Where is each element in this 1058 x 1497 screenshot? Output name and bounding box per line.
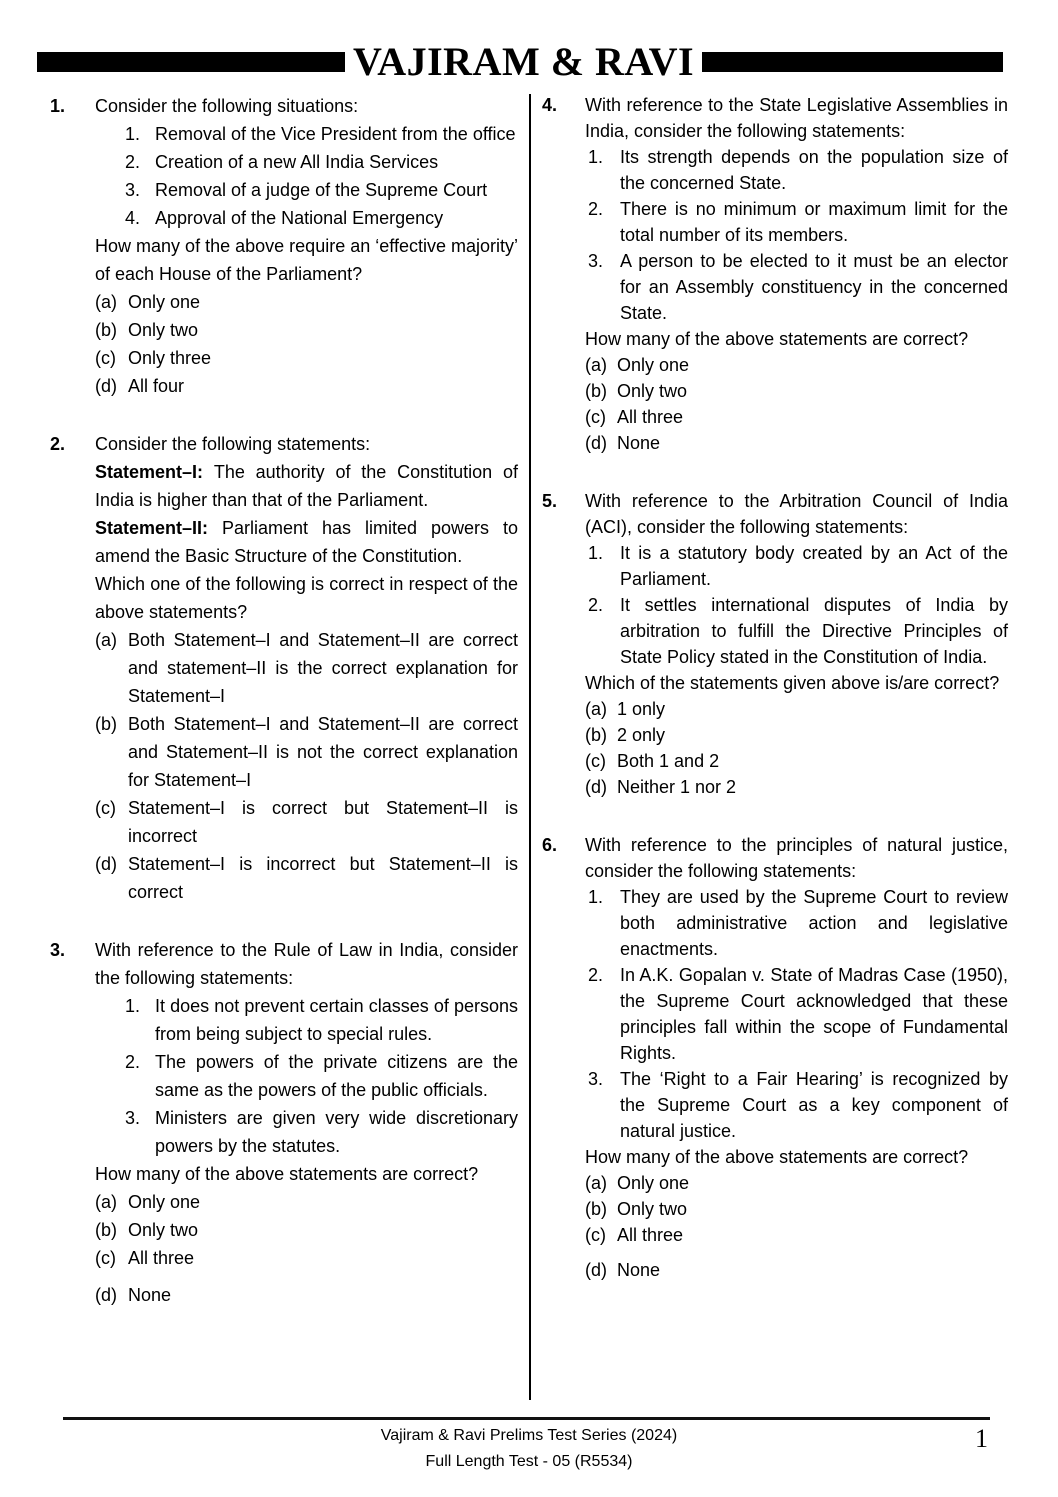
option-text: None — [617, 433, 661, 453]
footer-series-line: Vajiram & Ravi Prelims Test Series (2024) — [380, 1427, 678, 1444]
item-number: 3. — [588, 1069, 604, 1089]
item-number: 2. — [588, 595, 604, 615]
item-number: 1. — [588, 887, 604, 907]
statement-item — [588, 592, 1008, 670]
question-paragraph: With reference to the Rule of Law in India, consider the following statements: — [95, 940, 518, 988]
option-label: (a) — [585, 1173, 607, 1193]
option-row — [585, 774, 1008, 800]
item-number: 2. — [125, 1052, 141, 1072]
question-paragraph — [95, 514, 518, 570]
question-body — [95, 936, 518, 1309]
statement-text: The authority of the Constitution of India is higher than that of the Parliament. — [95, 462, 518, 510]
column-right — [542, 92, 1008, 1315]
option-row — [585, 404, 1008, 430]
option-text: Only two — [617, 1199, 688, 1219]
footer-test-line: Full Length Test - 05 (R5534) — [425, 1453, 633, 1470]
option-text: Only one — [128, 1192, 201, 1212]
question-paragraph — [95, 458, 518, 514]
option-text: Only one — [617, 355, 690, 375]
option-text: None — [128, 1285, 172, 1305]
statement-text: Parliament has limited powers to amend the Basic Structure of the Constitution. — [95, 518, 518, 566]
statement-item — [588, 884, 1008, 962]
option-row — [585, 696, 1008, 722]
item-text: A person to be elected to it must be an elector for an Assembly constituency in the concerned State. — [620, 251, 1008, 323]
question-number: 3. — [50, 940, 66, 960]
option-row — [95, 316, 518, 344]
statement-item — [588, 144, 1008, 196]
question-number: 1. — [50, 96, 66, 116]
question-paragraph: Consider the following situations: — [95, 96, 359, 116]
option-row — [95, 372, 518, 400]
option-row — [585, 378, 1008, 404]
option-label: (b) — [95, 1220, 117, 1240]
item-text: Its strength depends on the population size of the concerned State. — [620, 147, 1008, 193]
question-number: 5. — [542, 491, 558, 511]
option-row — [95, 850, 518, 906]
statement-item — [125, 204, 518, 232]
footer-rule — [63, 1417, 990, 1420]
item-text: It is a statutory body created by an Act of the Parliament. — [620, 543, 1008, 589]
statement-item — [125, 1048, 518, 1104]
item-text: Removal of a judge of the Supreme Court — [155, 180, 488, 200]
option-row — [585, 722, 1008, 748]
statement-item — [588, 1066, 1008, 1144]
option-row — [95, 344, 518, 372]
statement-item — [125, 176, 518, 204]
question-body — [95, 92, 518, 400]
option-text: 1 only — [617, 699, 666, 719]
option-label: (d) — [95, 1285, 117, 1305]
option-row — [95, 794, 518, 850]
option-text: All three — [128, 1248, 195, 1268]
item-number: 2. — [125, 152, 141, 172]
item-text: There is no minimum or maximum limit for the total number of its members. — [620, 199, 1008, 245]
item-number: 2. — [588, 199, 604, 219]
option-label: (c) — [585, 1225, 606, 1245]
question — [542, 832, 1008, 1283]
option-label: (a) — [95, 292, 117, 312]
option-label: (d) — [95, 854, 117, 874]
option-label: (a) — [95, 1192, 117, 1212]
item-text: It settles international disputes of India by arbitration to fulfill the Directive Principles of State Policy stated in the Constitution of India. — [620, 595, 1008, 667]
option-row — [585, 1196, 1008, 1222]
question-number: 6. — [542, 835, 558, 855]
header-bar-right — [702, 52, 1003, 72]
question-paragraph: Which of the statements given above is/are correct? — [585, 673, 1000, 693]
option-row — [585, 748, 1008, 774]
option-label: (c) — [95, 798, 116, 818]
brand-title: VAJIRAM & RAVI — [353, 39, 695, 84]
column-left — [50, 92, 518, 1339]
statement-item — [588, 540, 1008, 592]
option-label: (b) — [585, 381, 607, 401]
option-row — [585, 430, 1008, 456]
option-text: Only two — [128, 320, 199, 340]
statement-item — [588, 962, 1008, 1066]
statement-item — [125, 120, 518, 148]
option-label: (a) — [585, 699, 607, 719]
option-row — [95, 1216, 518, 1244]
option-text: Both Statement–I and Statement–II are correct and statement–II is the correct explanation for Statement–I — [128, 630, 518, 706]
option-row — [585, 1257, 1008, 1283]
option-text: All three — [617, 407, 684, 427]
option-text: None — [617, 1260, 661, 1280]
question-paragraph: How many of the above require an ‘effective majority’ of each House of the Parliament? — [95, 236, 518, 284]
statement-item — [125, 992, 518, 1048]
item-text: Removal of the Vice President from the office — [155, 124, 516, 144]
option-text: All four — [128, 376, 185, 396]
question-paragraph: Which one of the following is correct in respect of the above statements? — [95, 574, 518, 622]
question-paragraph: How many of the above statements are correct? — [585, 329, 969, 349]
item-text: The ‘Right to a Fair Hearing’ is recognized by the Supreme Court as a key component of natural justice. — [620, 1069, 1008, 1141]
option-row — [95, 288, 518, 316]
item-number: 4. — [125, 208, 141, 228]
option-label: (b) — [585, 1199, 607, 1219]
option-text: Only two — [128, 1220, 199, 1240]
option-label: (d) — [585, 777, 607, 797]
question-paragraph: With reference to the Arbitration Council of India (ACI), consider the following statements: — [585, 491, 1008, 537]
option-label: (b) — [95, 320, 117, 340]
option-label: (b) — [585, 725, 607, 745]
statement-item — [588, 248, 1008, 326]
option-row — [95, 1188, 518, 1216]
option-label: (d) — [585, 1260, 607, 1280]
question-paragraph: With reference to the principles of natural justice, consider the following statements: — [585, 835, 1008, 881]
item-text: The powers of the private citizens are the same as the powers of the public officials. — [155, 1052, 518, 1100]
option-label: (c) — [95, 348, 116, 368]
option-text: Only three — [128, 348, 212, 368]
option-row — [95, 1281, 518, 1309]
item-text: Approval of the National Emergency — [155, 208, 444, 228]
option-row — [585, 352, 1008, 378]
option-text: Statement–I is correct but Statement–II is incorrect — [128, 798, 518, 846]
option-text: Only two — [617, 381, 688, 401]
item-text: Ministers are given very wide discretionary powers by the statutes. — [155, 1108, 518, 1156]
option-label: (c) — [585, 751, 606, 771]
option-text: Both Statement–I and Statement–II are correct and Statement–II is not the correct explanation for Statement–I — [128, 714, 518, 790]
option-text: 2 only — [617, 725, 666, 745]
question-paragraph: How many of the above statements are correct? — [95, 1164, 479, 1184]
question — [50, 92, 518, 400]
question — [50, 430, 518, 906]
option-row — [95, 710, 518, 794]
question-body — [95, 430, 518, 906]
option-row — [585, 1222, 1008, 1248]
statement-label: Statement–I: — [95, 462, 214, 482]
item-number: 3. — [588, 251, 604, 271]
option-row — [585, 1170, 1008, 1196]
item-text: Creation of a new All India Services — [155, 152, 439, 172]
option-text: Neither 1 nor 2 — [617, 777, 737, 797]
question-paragraph: With reference to the State Legislative Assemblies in India, consider the following statements: — [585, 95, 1008, 141]
page-footer — [0, 1423, 1058, 1475]
option-label: (b) — [95, 714, 117, 734]
question — [50, 936, 518, 1309]
question-body — [585, 832, 1008, 1283]
item-number: 1. — [588, 543, 604, 563]
statement-label: Statement–II: — [95, 518, 222, 538]
statement-item — [588, 196, 1008, 248]
item-number: 2. — [588, 965, 604, 985]
statement-item — [125, 148, 518, 176]
item-text: It does not prevent certain classes of persons from being subject to special rules. — [155, 996, 518, 1044]
option-text: All three — [617, 1225, 684, 1245]
option-row — [95, 626, 518, 710]
statement-item — [125, 1104, 518, 1160]
question-paragraph: How many of the above statements are correct? — [585, 1147, 969, 1167]
question — [542, 92, 1008, 456]
item-number: 3. — [125, 1108, 141, 1128]
column-divider — [529, 94, 531, 1400]
option-text: Only one — [128, 292, 201, 312]
item-number: 1. — [125, 996, 141, 1016]
page-header — [37, 39, 1003, 84]
option-label: (d) — [585, 433, 607, 453]
item-text: In A.K. Gopalan v. State of Madras Case (1950), the Supreme Court acknowledged that these principles fall within the scope of Fundamental Rights. — [620, 965, 1008, 1063]
option-text: Statement–I is incorrect but Statement–II is correct — [128, 854, 518, 902]
question-number: 2. — [50, 434, 66, 454]
item-number: 3. — [125, 180, 141, 200]
question-body — [585, 488, 1008, 800]
page-number: 1 — [975, 1424, 988, 1453]
item-number: 1. — [588, 147, 604, 167]
item-number: 1. — [125, 124, 141, 144]
question — [542, 488, 1008, 800]
question-paragraph: Consider the following statements: — [95, 434, 371, 454]
option-row — [95, 1244, 518, 1272]
option-label: (c) — [95, 1248, 116, 1268]
item-text: They are used by the Supreme Court to review both administrative action and legislative enactments. — [620, 887, 1008, 959]
question-body — [585, 92, 1008, 456]
question-number: 4. — [542, 95, 558, 115]
option-label: (d) — [95, 376, 117, 396]
option-text: Both 1 and 2 — [617, 751, 720, 771]
option-text: Only one — [617, 1173, 690, 1193]
header-bar-left — [37, 52, 345, 72]
option-label: (c) — [585, 407, 606, 427]
option-label: (a) — [95, 630, 117, 650]
option-label: (a) — [585, 355, 607, 375]
